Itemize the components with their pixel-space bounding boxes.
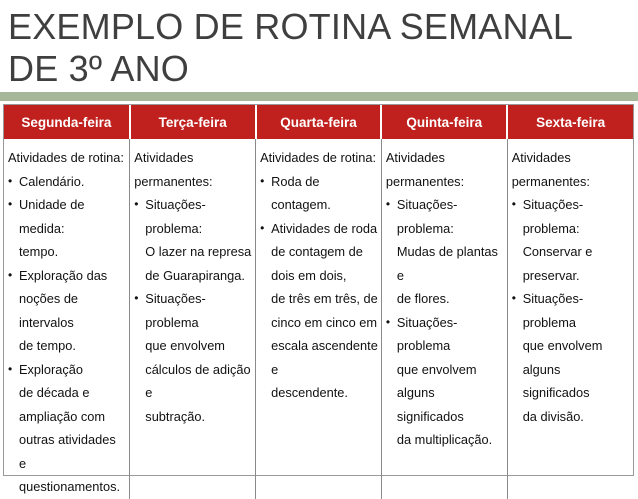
item-text: Situações-problema: Mudas de plantas e de flores. <box>396 197 498 306</box>
bullet-icon: • <box>511 197 516 211</box>
list-item <box>134 287 252 428</box>
day-header-quarta: Quarta-feira <box>256 105 382 139</box>
item-text: Atividades de roda de contagem de dois em dois, de três em três, de cinco em cinco em escala ascendente e descendente. <box>271 220 378 400</box>
item-text: Situações-problema: Conservar e preservar. <box>522 197 593 283</box>
bullet-icon: • <box>8 197 13 211</box>
item-text: Situações-problema que envolvem cálculos de adição e subtração. <box>145 291 251 424</box>
item-text: Situações-problema que envolvem alguns significados da multiplicação. <box>396 314 493 447</box>
list-item <box>512 193 630 287</box>
item-text: Unidade de medida: tempo. <box>19 197 85 259</box>
list-item <box>8 170 126 194</box>
list-item <box>8 358 126 499</box>
day-header-terca: Terça-feira <box>130 105 256 139</box>
cell-intro: Atividades permanentes: <box>385 150 465 189</box>
item-text: Situações-problema que envolvem alguns significados da divisão. <box>522 291 603 424</box>
header-row <box>4 105 633 139</box>
cell-intro: Atividades permanentes: <box>511 150 590 189</box>
list-item <box>260 170 378 217</box>
content-row <box>4 139 633 499</box>
list-item <box>512 287 630 428</box>
bullet-icon: • <box>134 291 139 305</box>
slide-title <box>8 6 573 90</box>
list-item <box>134 193 252 287</box>
bullet-icon: • <box>385 197 391 211</box>
item-text: Exploração de década e ampliação com outras atividades e questionamentos. <box>19 361 121 494</box>
title-line-1: EXEMPLO DE ROTINA SEMANAL <box>8 6 574 47</box>
title-accent-bar <box>0 92 638 101</box>
list-item <box>386 311 504 452</box>
bullet-icon: • <box>8 267 13 282</box>
day-cell-sexta <box>507 139 633 499</box>
cell-intro: Atividades de rotina: <box>260 150 377 165</box>
cell-intro: Atividades permanentes: <box>134 150 213 189</box>
bullet-icon: • <box>8 361 13 376</box>
weekly-schedule-table <box>3 104 634 494</box>
day-cell-quinta <box>381 139 507 499</box>
bullet-icon: • <box>134 197 139 211</box>
cell-intro: Atividades de rotina: <box>8 150 124 165</box>
day-cell-segunda <box>4 139 130 499</box>
day-header-quinta: Quinta-feira <box>381 105 507 139</box>
day-header-segunda: Segunda-feira <box>4 105 130 139</box>
item-text: Calendário. <box>19 173 85 189</box>
item-text: Roda de contagem. <box>271 173 331 212</box>
item-text: Situações-problema: O lazer na represa de Guarapiranga. <box>145 197 252 283</box>
bullet-icon: • <box>260 220 265 235</box>
bullet-icon: • <box>511 291 516 305</box>
item-text: Exploração das noções de intervalos de tempo. <box>19 267 108 353</box>
day-cell-terca <box>130 139 256 499</box>
day-header-sexta: Sexta-feira <box>507 105 633 139</box>
bullet-icon: • <box>385 314 391 329</box>
day-cell-quarta <box>256 139 382 499</box>
title-line-2: DE 3º ANO <box>8 48 190 89</box>
list-item <box>8 264 126 358</box>
list-item <box>260 217 378 405</box>
bullet-icon: • <box>260 173 265 188</box>
list-item <box>8 193 126 264</box>
list-item <box>386 193 504 311</box>
bullet-icon: • <box>8 173 13 188</box>
